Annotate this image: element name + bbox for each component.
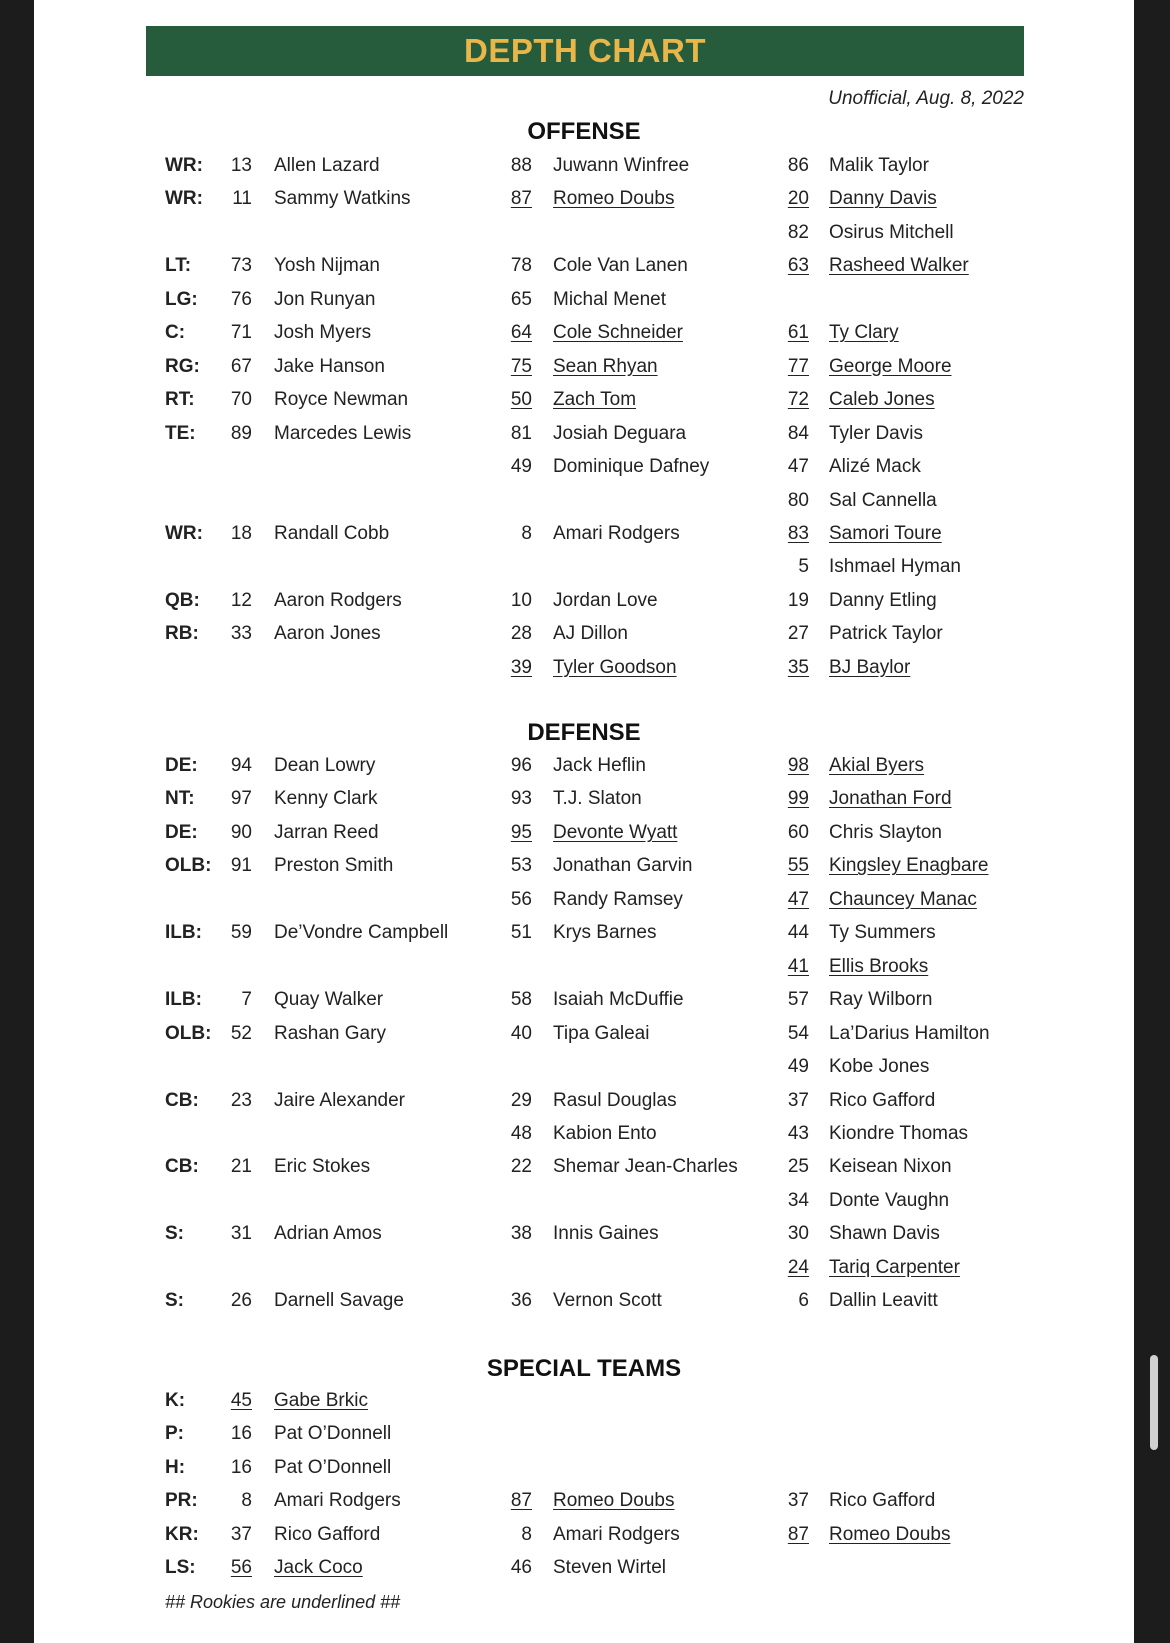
position-label: H: (165, 1456, 186, 1478)
jersey-number: 50 (510, 389, 532, 411)
position-label: PR: (165, 1490, 198, 1512)
jersey-number: 90 (230, 821, 252, 843)
jersey-number: 8 (241, 1490, 252, 1512)
jersey-number: 16 (230, 1423, 252, 1445)
player-name: Amari Rodgers (553, 1523, 680, 1545)
jersey-number: 60 (787, 821, 809, 843)
jersey-number: 38 (510, 1223, 532, 1245)
jersey-number: 18 (230, 522, 252, 544)
position-label: S: (165, 1223, 184, 1245)
player-name: Ray Wilborn (829, 989, 933, 1011)
player-name: Kiondre Thomas (829, 1122, 969, 1144)
player-name: Darnell Savage (274, 1290, 404, 1312)
depth-row (34, 1423, 1134, 1456)
depth-row (34, 623, 1134, 656)
depth-row (34, 523, 1134, 556)
jersey-number: 43 (787, 1122, 809, 1144)
player-name: Jarran Reed (274, 821, 379, 843)
depth-row (34, 788, 1134, 821)
player-name: Vernon Scott (553, 1290, 662, 1312)
player-name-rookie: Tariq Carpenter (829, 1256, 960, 1278)
player-name-rookie: Cole Schneider (553, 322, 683, 344)
player-name: Amari Rodgers (274, 1490, 401, 1512)
player-name: Steven Wirtel (553, 1557, 666, 1579)
scrollbar-thumb[interactable] (1150, 1355, 1158, 1450)
position-label: WR: (165, 188, 203, 210)
jersey-number: 59 (230, 922, 252, 944)
jersey-number: 22 (510, 1156, 532, 1178)
depth-row (34, 490, 1134, 523)
jersey-number: 80 (787, 489, 809, 511)
player-name: La’Darius Hamilton (829, 1022, 990, 1044)
player-name: Rico Gafford (274, 1523, 381, 1545)
jersey-number: 86 (787, 155, 809, 176)
jersey-number: 65 (510, 288, 532, 310)
depth-row (34, 289, 1134, 322)
section-title-offense: OFFENSE (527, 118, 641, 145)
player-name-rookie: Ty Clary (829, 322, 899, 344)
jersey-number: 8 (521, 522, 532, 544)
depth-row (34, 755, 1134, 788)
player-name: Shemar Jean-Charles (553, 1156, 738, 1178)
depth-row (34, 822, 1134, 855)
player-name: Allen Lazard (274, 155, 380, 176)
player-name-rookie: Sean Rhyan (553, 355, 658, 377)
player-name: Ishmael Hyman (829, 556, 961, 578)
player-name-rookie: Devonte Wyatt (553, 821, 678, 843)
player-name: Dean Lowry (274, 755, 376, 776)
jersey-number: 54 (787, 1022, 809, 1044)
depth-row (34, 1056, 1134, 1089)
position-label: CB: (165, 1089, 199, 1111)
jersey-number: 71 (230, 322, 252, 344)
player-name: Tyler Davis (829, 422, 923, 444)
position-label: OLB: (165, 855, 212, 877)
position-label: LG: (165, 288, 198, 310)
depth-row (34, 1123, 1134, 1156)
section-title-defense: DEFENSE (527, 719, 641, 746)
player-name-rookie: Tyler Goodson (553, 656, 677, 678)
jersey-number: 94 (230, 755, 252, 776)
jersey-number: 47 (787, 888, 809, 910)
jersey-number: 16 (230, 1456, 252, 1478)
jersey-number: 24 (787, 1256, 809, 1278)
jersey-number: 48 (510, 1122, 532, 1144)
depth-row (34, 1290, 1134, 1323)
position-label: RB: (165, 623, 199, 645)
position-label: CB: (165, 1156, 199, 1178)
jersey-number: 8 (521, 1523, 532, 1545)
player-name-rookie: Danny Davis (829, 188, 937, 210)
player-name: Royce Newman (274, 389, 409, 411)
jersey-number: 49 (787, 1056, 809, 1078)
jersey-number: 29 (510, 1089, 532, 1111)
jersey-number: 37 (230, 1523, 252, 1545)
position-label: RT: (165, 389, 195, 411)
player-name: Dallin Leavitt (829, 1290, 938, 1312)
depth-row (34, 989, 1134, 1022)
player-name: Pat O’Donnell (274, 1423, 392, 1445)
player-name: Ty Summers (829, 922, 936, 944)
jersey-number: 87 (510, 1490, 532, 1512)
depth-row (34, 1524, 1134, 1557)
position-label: ILB: (165, 922, 202, 944)
depth-row (34, 423, 1134, 456)
player-name: Quay Walker (274, 989, 384, 1011)
player-name: Josh Myers (274, 322, 372, 344)
player-name: Malik Taylor (829, 155, 929, 176)
jersey-number: 75 (510, 355, 532, 377)
depth-row (34, 1257, 1134, 1290)
position-label: QB: (165, 589, 200, 611)
player-name-rookie: Caleb Jones (829, 389, 935, 411)
player-name: Kobe Jones (829, 1056, 930, 1078)
jersey-number: 5 (798, 556, 809, 578)
position-label: LT: (165, 255, 192, 277)
player-name: Randall Cobb (274, 522, 390, 544)
player-name: Eric Stokes (274, 1156, 371, 1178)
depth-row (34, 1223, 1134, 1256)
jersey-number: 76 (230, 288, 252, 310)
depth-row (34, 657, 1134, 690)
position-label: RG: (165, 355, 200, 377)
player-name: Jon Runyan (274, 288, 376, 310)
jersey-number: 77 (787, 355, 809, 377)
player-name-rookie: Gabe Brkic (274, 1390, 368, 1411)
player-name-rookie: Romeo Doubs (829, 1523, 951, 1545)
jersey-number: 6 (798, 1290, 809, 1312)
player-name: Rico Gafford (829, 1089, 936, 1111)
player-name: Rasul Douglas (553, 1089, 677, 1111)
position-label: S: (165, 1290, 184, 1312)
position-label: KR: (165, 1523, 199, 1545)
player-name: Tipa Galeai (553, 1022, 650, 1044)
player-name: Shawn Davis (829, 1223, 940, 1245)
player-name: Adrian Amos (274, 1223, 382, 1245)
depth-row (34, 255, 1134, 288)
player-name: Sal Cannella (829, 489, 937, 511)
player-name: Kabion Ento (553, 1122, 657, 1144)
position-label: DE: (165, 755, 198, 776)
jersey-number: 93 (510, 788, 532, 810)
jersey-number: 61 (787, 322, 809, 344)
jersey-number: 87 (787, 1523, 809, 1545)
position-label: WR: (165, 155, 203, 176)
player-name: Chris Slayton (829, 821, 942, 843)
jersey-number: 11 (232, 188, 252, 210)
jersey-number: 40 (510, 1022, 532, 1044)
depth-row (34, 155, 1134, 188)
depth-row (34, 456, 1134, 489)
jersey-number: 63 (787, 255, 809, 277)
jersey-number: 37 (787, 1089, 809, 1111)
player-name: Donte Vaughn (829, 1189, 950, 1211)
jersey-number: 36 (510, 1290, 532, 1312)
player-name: Jaire Alexander (274, 1089, 405, 1111)
position-label: TE: (165, 422, 196, 444)
jersey-number: 78 (510, 255, 532, 277)
depth-row (34, 322, 1134, 355)
depth-row (34, 1090, 1134, 1123)
player-name: Keisean Nixon (829, 1156, 952, 1178)
player-name-rookie: George Moore (829, 355, 952, 377)
jersey-number: 46 (510, 1557, 532, 1579)
jersey-number: 84 (787, 422, 809, 444)
player-name: Jack Heflin (553, 755, 646, 776)
section-title-special-teams: SPECIAL TEAMS (486, 1355, 682, 1382)
jersey-number: 52 (230, 1022, 252, 1044)
player-name: Kenny Clark (274, 788, 378, 810)
player-name: Isaiah McDuffie (553, 989, 684, 1011)
player-name: AJ Dillon (553, 623, 628, 645)
position-label: DE: (165, 821, 198, 843)
position-label: OLB: (165, 1022, 212, 1044)
player-name: Aaron Rodgers (274, 589, 402, 611)
jersey-number: 89 (230, 422, 252, 444)
depth-row (34, 956, 1134, 989)
jersey-number: 83 (787, 522, 809, 544)
jersey-number: 51 (510, 922, 532, 944)
depth-row (34, 855, 1134, 888)
depth-row (34, 1557, 1134, 1590)
jersey-number: 72 (787, 389, 809, 411)
player-name: T.J. Slaton (553, 788, 642, 810)
jersey-number: 19 (787, 589, 809, 611)
player-name: Osirus Mitchell (829, 221, 954, 243)
depth-row (34, 356, 1134, 389)
player-name-rookie: Ellis Brooks (829, 955, 929, 977)
jersey-number: 37 (787, 1490, 809, 1512)
jersey-number: 49 (510, 456, 532, 478)
jersey-number: 67 (230, 355, 252, 377)
player-name: Danny Etling (829, 589, 937, 611)
player-name: Jonathan Garvin (553, 855, 693, 877)
depth-row (34, 1457, 1134, 1490)
position-label: P: (165, 1423, 184, 1445)
player-name-rookie: Zach Tom (553, 389, 637, 411)
player-name-rookie: Samori Toure (829, 522, 942, 544)
jersey-number: 58 (510, 989, 532, 1011)
jersey-number: 28 (510, 623, 532, 645)
player-name-rookie: Kingsley Enagbare (829, 855, 989, 877)
position-label: WR: (165, 522, 203, 544)
player-name: Dominique Dafney (553, 456, 710, 478)
jersey-number: 56 (510, 888, 532, 910)
document-page (34, 0, 1134, 1643)
jersey-number: 27 (787, 623, 809, 645)
player-name: Cole Van Lanen (553, 255, 688, 277)
depth-row (34, 922, 1134, 955)
player-name: Aaron Jones (274, 623, 381, 645)
jersey-number: 98 (787, 755, 809, 776)
jersey-number: 25 (787, 1156, 809, 1178)
player-name: Juwann Winfree (553, 155, 690, 176)
player-name: Marcedes Lewis (274, 422, 412, 444)
depth-row (34, 1023, 1134, 1056)
jersey-number: 70 (230, 389, 252, 411)
player-name: Yosh Nijman (274, 255, 380, 277)
player-name: Krys Barnes (553, 922, 657, 944)
player-name-rookie: Jonathan Ford (829, 788, 952, 810)
jersey-number: 57 (787, 989, 809, 1011)
jersey-number: 31 (230, 1223, 252, 1245)
jersey-number: 73 (230, 255, 252, 277)
jersey-number: 45 (230, 1390, 252, 1411)
player-name: Pat O’Donnell (274, 1456, 392, 1478)
jersey-number: 64 (510, 322, 532, 344)
depth-row (34, 222, 1134, 255)
player-name: Patrick Taylor (829, 623, 943, 645)
player-name: Alizé Mack (829, 456, 921, 478)
jersey-number: 41 (787, 955, 809, 977)
player-name: Randy Ramsey (553, 888, 683, 910)
position-label: ILB: (165, 989, 202, 1011)
jersey-number: 47 (787, 456, 809, 478)
player-name-rookie: BJ Baylor (829, 656, 911, 678)
player-name-rookie: Chauncey Manac (829, 888, 977, 910)
depth-row (34, 1390, 1134, 1423)
player-name: Michal Menet (553, 288, 666, 310)
date-note: Unofficial, Aug. 8, 2022 (828, 88, 1024, 109)
depth-row (34, 1490, 1134, 1523)
player-name-rookie: Romeo Doubs (553, 188, 675, 210)
jersey-number: 33 (230, 623, 252, 645)
jersey-number: 97 (230, 788, 252, 810)
jersey-number: 82 (787, 221, 809, 243)
jersey-number: 99 (787, 788, 809, 810)
jersey-number: 55 (787, 855, 809, 877)
player-name-rookie: Jack Coco (274, 1557, 363, 1579)
jersey-number: 87 (510, 188, 532, 210)
jersey-number: 35 (787, 656, 809, 678)
player-name-rookie: Rasheed Walker (829, 255, 969, 277)
depth-row (34, 1156, 1134, 1189)
jersey-number: 13 (230, 155, 252, 176)
jersey-number: 20 (787, 188, 809, 210)
depth-row (34, 889, 1134, 922)
jersey-number: 30 (787, 1223, 809, 1245)
player-name: Amari Rodgers (553, 522, 680, 544)
player-name: Rico Gafford (829, 1490, 936, 1512)
jersey-number: 7 (241, 989, 252, 1011)
position-label: NT: (165, 788, 195, 810)
jersey-number: 26 (230, 1290, 252, 1312)
player-name: Preston Smith (274, 855, 394, 877)
jersey-number: 56 (230, 1557, 252, 1579)
jersey-number: 96 (510, 755, 532, 776)
depth-row (34, 590, 1134, 623)
player-name-rookie: Romeo Doubs (553, 1490, 675, 1512)
player-name: Jake Hanson (274, 355, 385, 377)
position-label: LS: (165, 1557, 196, 1579)
player-name-rookie: Akial Byers (829, 755, 925, 776)
depth-row (34, 556, 1134, 589)
jersey-number: 23 (230, 1089, 252, 1111)
depth-row (34, 188, 1134, 221)
jersey-number: 95 (510, 821, 532, 843)
page-title: DEPTH CHART (146, 26, 1024, 76)
player-name: Sammy Watkins (274, 188, 411, 210)
player-name: Innis Gaines (553, 1223, 659, 1245)
depth-row (34, 389, 1134, 422)
position-label: K: (165, 1390, 186, 1411)
position-label: C: (165, 322, 186, 344)
jersey-number: 81 (510, 422, 532, 444)
footnote: ## Rookies are underlined ## (165, 1592, 401, 1612)
player-name: Jordan Love (553, 589, 658, 611)
jersey-number: 88 (510, 155, 532, 176)
jersey-number: 53 (510, 855, 532, 877)
jersey-number: 44 (787, 922, 809, 944)
player-name: Rashan Gary (274, 1022, 386, 1044)
player-name: Josiah Deguara (553, 422, 687, 444)
jersey-number: 39 (510, 656, 532, 678)
player-name: De’Vondre Campbell (274, 922, 449, 944)
jersey-number: 21 (230, 1156, 252, 1178)
jersey-number: 34 (787, 1189, 809, 1211)
jersey-number: 12 (230, 589, 252, 611)
jersey-number: 10 (510, 589, 532, 611)
jersey-number: 91 (230, 855, 252, 877)
depth-row (34, 1190, 1134, 1223)
